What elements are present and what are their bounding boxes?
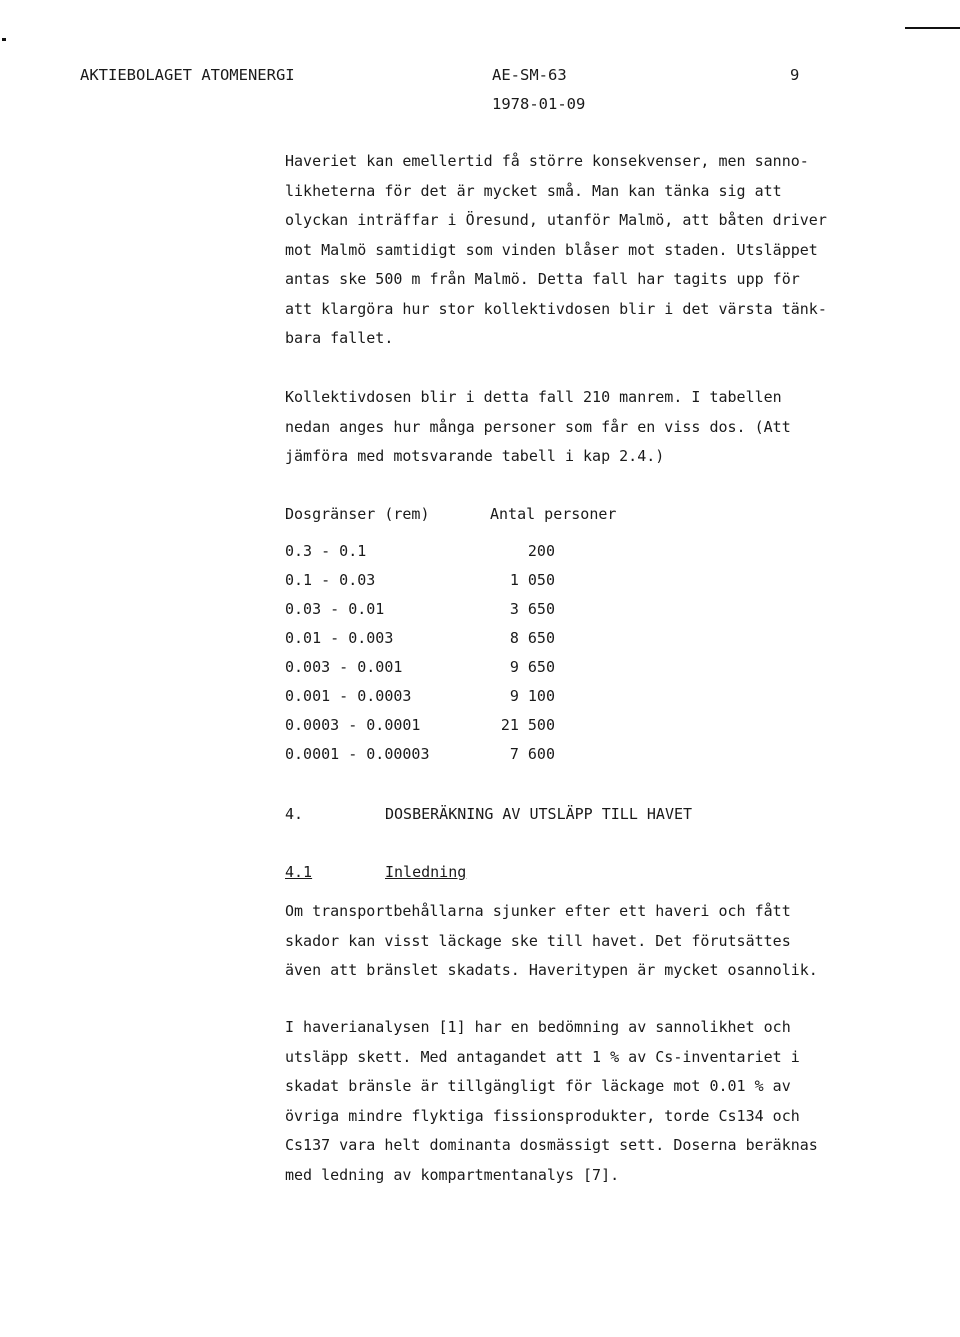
dose-range-cell: 0.1 - 0.03 bbox=[285, 571, 376, 589]
scan-mark-top-right bbox=[905, 27, 960, 29]
column-header-dose-limits: Dosgränser (rem) bbox=[285, 505, 430, 523]
table-row bbox=[285, 682, 685, 711]
text-line: jämföra med motsvarande tabell i kap 2.4.) bbox=[285, 447, 665, 465]
text-line: nedan anges hur många personer som får en viss dos. (Att bbox=[285, 417, 791, 436]
text-line: att klargöra hur stor kollektivdosen blir i det värsta tänk- bbox=[285, 299, 827, 318]
table-header-row bbox=[285, 500, 685, 529]
section-4-title: DOSBERÄKNING AV UTSLÄPP TILL HAVET bbox=[385, 805, 693, 823]
dose-range-cell: 0.0003 - 0.0001 bbox=[285, 716, 421, 734]
persons-cell: 3 650 bbox=[509, 600, 555, 618]
persons-cell: 200 bbox=[527, 542, 555, 560]
dose-range-cell: 0.0001 - 0.00003 bbox=[285, 745, 430, 763]
dose-range-cell: 0.01 - 0.003 bbox=[285, 629, 394, 647]
text-line: med ledning av kompartmentanalys [7]. bbox=[285, 1165, 620, 1184]
text-line: skador kan visst läckage ske till havet. Det förutsättes bbox=[285, 931, 791, 950]
table-row bbox=[285, 711, 685, 740]
paragraph-accident-consequences bbox=[285, 147, 885, 354]
section-4-number: 4. bbox=[285, 805, 304, 823]
scan-mark-top-left bbox=[2, 38, 6, 41]
table-row bbox=[285, 566, 685, 595]
text-line: övriga mindre flyktiga fissionsprodukter, torde Cs134 och bbox=[285, 1106, 800, 1125]
persons-cell: 9 100 bbox=[509, 687, 555, 705]
table-row bbox=[285, 595, 685, 624]
persons-cell: 9 650 bbox=[509, 658, 555, 676]
paragraph-collective-dose bbox=[285, 383, 885, 472]
text-line: olyckan inträffar i Öresund, utanför Malmö, att båten driver bbox=[285, 211, 827, 229]
report-number: AE-SM-63 bbox=[492, 66, 567, 84]
text-line: likheterna för det är mycket små. Man kan tänka sig att bbox=[285, 181, 782, 200]
dose-range-cell: 0.03 - 0.01 bbox=[285, 600, 385, 618]
page-number: 9 bbox=[790, 66, 800, 84]
dose-range-cell: 0.3 - 0.1 bbox=[285, 542, 367, 560]
paragraph-introduction bbox=[285, 897, 885, 986]
text-line: Haveriet kan emellertid få större konsekvenser, men sanno- bbox=[285, 152, 809, 170]
persons-cell: 21 500 bbox=[500, 716, 555, 734]
text-line: även att bränslet skadats. Haveritypen är mycket osannolik. bbox=[285, 961, 818, 979]
column-header-number-of-persons: Antal personer bbox=[490, 505, 617, 523]
table-row bbox=[285, 624, 685, 653]
company-name: AKTIEBOLAGET ATOMENERGI bbox=[80, 66, 295, 84]
text-line: I haverianalysen [1] har en bedömning av sannolikhet och bbox=[285, 1018, 791, 1036]
persons-cell: 7 600 bbox=[509, 745, 555, 763]
text-line: skadat bränsle är tillgängligt för läckage mot 0.01 % av bbox=[285, 1077, 791, 1095]
dose-table bbox=[285, 500, 685, 769]
text-line: Om transportbehållarna sjunker efter ett haveri och fått bbox=[285, 902, 791, 920]
text-line: Cs137 vara helt dominanta dosmässigt sett. Doserna beräknas bbox=[285, 1136, 818, 1154]
persons-cell: 8 650 bbox=[509, 629, 555, 647]
persons-cell: 1 050 bbox=[509, 571, 555, 589]
report-date: 1978-01-09 bbox=[492, 95, 586, 113]
dose-range-cell: 0.001 - 0.0003 bbox=[285, 687, 412, 705]
paragraph-accident-analysis bbox=[285, 1013, 885, 1190]
table-row bbox=[285, 653, 685, 682]
text-line: utsläpp skett. Med antagandet att 1 % av Cs-inventariet i bbox=[285, 1047, 800, 1066]
table-row bbox=[285, 740, 685, 769]
section-4-1-number: 4.1 bbox=[285, 863, 313, 881]
text-line: Kollektivdosen blir i detta fall 210 manrem. I tabellen bbox=[285, 388, 782, 406]
section-4-1-title: Inledning bbox=[385, 863, 467, 881]
dose-range-cell: 0.003 - 0.001 bbox=[285, 658, 403, 676]
table-row bbox=[285, 537, 685, 566]
text-line: bara fallet. bbox=[285, 329, 394, 347]
text-line: mot Malmö samtidigt som vinden blåser mot staden. Utsläppet bbox=[285, 240, 818, 259]
text-line: antas ske 500 m från Malmö. Detta fall har tagits upp för bbox=[285, 270, 800, 288]
